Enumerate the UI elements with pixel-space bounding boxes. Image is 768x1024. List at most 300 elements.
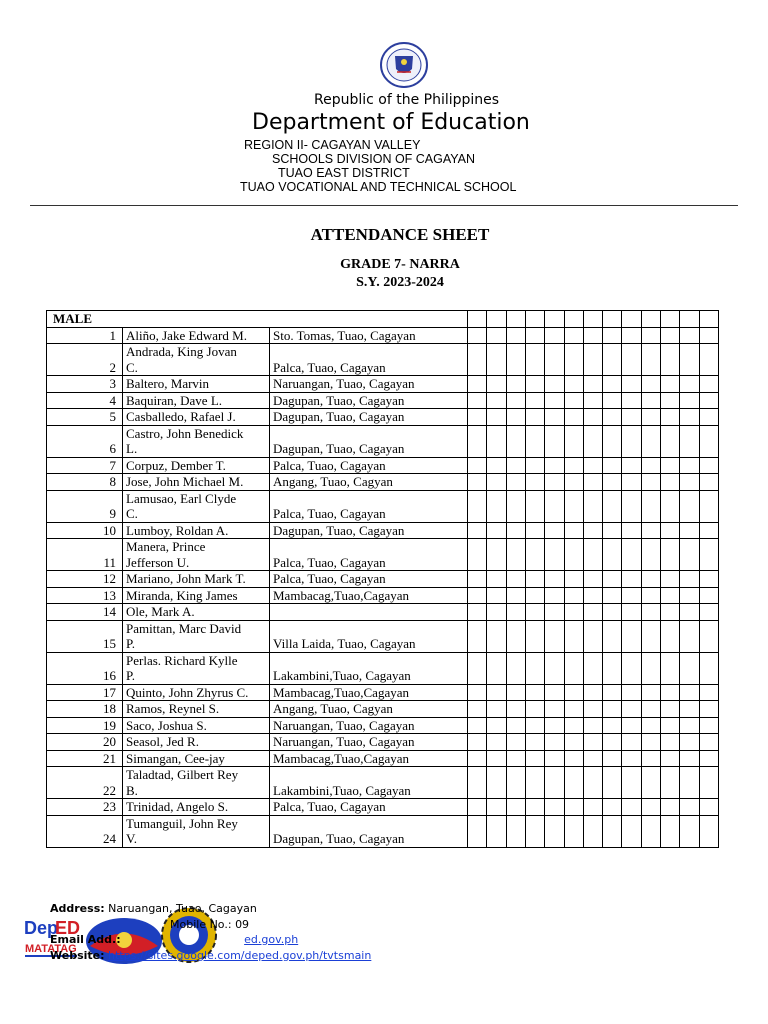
attendance-cell[interactable] (564, 490, 583, 522)
attendance-cell[interactable] (545, 392, 564, 409)
attendance-cell[interactable] (583, 799, 602, 816)
attendance-cell[interactable] (525, 734, 544, 751)
attendance-cell[interactable] (660, 767, 679, 799)
attendance-cell[interactable] (525, 344, 544, 376)
attendance-cell[interactable] (699, 539, 718, 571)
attendance-cell[interactable] (525, 587, 544, 604)
attendance-cell[interactable] (525, 327, 544, 344)
attendance-cell[interactable] (545, 409, 564, 426)
attendance-cell[interactable] (660, 474, 679, 491)
attendance-cell[interactable] (583, 522, 602, 539)
attendance-cell[interactable] (564, 717, 583, 734)
attendance-cell[interactable] (603, 522, 622, 539)
attendance-cell[interactable] (545, 701, 564, 718)
attendance-cell[interactable] (506, 311, 525, 328)
attendance-cell[interactable] (680, 620, 699, 652)
attendance-cell[interactable] (699, 717, 718, 734)
attendance-cell[interactable] (622, 767, 641, 799)
attendance-cell[interactable] (583, 327, 602, 344)
attendance-cell[interactable] (603, 571, 622, 588)
attendance-cell[interactable] (660, 490, 679, 522)
attendance-cell[interactable] (603, 539, 622, 571)
attendance-cell[interactable] (506, 799, 525, 816)
attendance-cell[interactable] (525, 522, 544, 539)
attendance-cell[interactable] (699, 767, 718, 799)
attendance-cell[interactable] (506, 344, 525, 376)
attendance-cell[interactable] (545, 652, 564, 684)
attendance-cell[interactable] (487, 539, 506, 571)
attendance-cell[interactable] (660, 344, 679, 376)
attendance-cell[interactable] (564, 799, 583, 816)
attendance-cell[interactable] (468, 684, 487, 701)
attendance-cell[interactable] (603, 604, 622, 621)
attendance-cell[interactable] (487, 734, 506, 751)
attendance-cell[interactable] (680, 539, 699, 571)
attendance-cell[interactable] (487, 571, 506, 588)
attendance-cell[interactable] (583, 539, 602, 571)
attendance-cell[interactable] (680, 522, 699, 539)
attendance-cell[interactable] (583, 604, 602, 621)
attendance-cell[interactable] (622, 684, 641, 701)
attendance-cell[interactable] (564, 767, 583, 799)
attendance-cell[interactable] (622, 701, 641, 718)
attendance-cell[interactable] (545, 767, 564, 799)
attendance-cell[interactable] (506, 815, 525, 847)
attendance-cell[interactable] (641, 767, 660, 799)
attendance-cell[interactable] (468, 376, 487, 393)
attendance-cell[interactable] (468, 571, 487, 588)
attendance-cell[interactable] (545, 457, 564, 474)
attendance-cell[interactable] (660, 327, 679, 344)
attendance-cell[interactable] (506, 734, 525, 751)
attendance-cell[interactable] (680, 815, 699, 847)
attendance-cell[interactable] (468, 327, 487, 344)
attendance-cell[interactable] (487, 474, 506, 491)
attendance-cell[interactable] (583, 344, 602, 376)
attendance-cell[interactable] (525, 376, 544, 393)
attendance-cell[interactable] (699, 620, 718, 652)
attendance-cell[interactable] (525, 311, 544, 328)
attendance-cell[interactable] (680, 734, 699, 751)
attendance-cell[interactable] (583, 376, 602, 393)
attendance-cell[interactable] (699, 311, 718, 328)
attendance-cell[interactable] (622, 409, 641, 426)
attendance-cell[interactable] (660, 587, 679, 604)
attendance-cell[interactable] (564, 750, 583, 767)
attendance-cell[interactable] (583, 815, 602, 847)
attendance-cell[interactable] (506, 490, 525, 522)
attendance-cell[interactable] (545, 717, 564, 734)
attendance-cell[interactable] (487, 457, 506, 474)
attendance-cell[interactable] (506, 457, 525, 474)
attendance-cell[interactable] (680, 750, 699, 767)
attendance-cell[interactable] (622, 799, 641, 816)
attendance-cell[interactable] (660, 425, 679, 457)
attendance-cell[interactable] (487, 587, 506, 604)
attendance-cell[interactable] (680, 717, 699, 734)
attendance-cell[interactable] (699, 474, 718, 491)
attendance-cell[interactable] (468, 474, 487, 491)
attendance-cell[interactable] (699, 604, 718, 621)
attendance-cell[interactable] (564, 409, 583, 426)
website-link[interactable]: https://sites.google.com/deped.gov.ph/tvtsmain (108, 948, 372, 962)
attendance-cell[interactable] (506, 620, 525, 652)
attendance-cell[interactable] (506, 604, 525, 621)
attendance-cell[interactable] (506, 539, 525, 571)
attendance-cell[interactable] (641, 571, 660, 588)
attendance-cell[interactable] (603, 734, 622, 751)
attendance-cell[interactable] (603, 815, 622, 847)
attendance-cell[interactable] (583, 490, 602, 522)
attendance-cell[interactable] (468, 539, 487, 571)
attendance-cell[interactable] (680, 571, 699, 588)
attendance-cell[interactable] (641, 620, 660, 652)
attendance-cell[interactable] (583, 409, 602, 426)
attendance-cell[interactable] (660, 604, 679, 621)
attendance-cell[interactable] (506, 684, 525, 701)
attendance-cell[interactable] (525, 539, 544, 571)
attendance-cell[interactable] (545, 311, 564, 328)
attendance-cell[interactable] (468, 652, 487, 684)
attendance-cell[interactable] (641, 717, 660, 734)
attendance-cell[interactable] (660, 522, 679, 539)
attendance-cell[interactable] (660, 734, 679, 751)
attendance-cell[interactable] (468, 717, 487, 734)
attendance-cell[interactable] (660, 815, 679, 847)
attendance-cell[interactable] (468, 587, 487, 604)
attendance-cell[interactable] (564, 522, 583, 539)
attendance-cell[interactable] (525, 604, 544, 621)
attendance-cell[interactable] (680, 327, 699, 344)
attendance-cell[interactable] (487, 604, 506, 621)
attendance-cell[interactable] (545, 571, 564, 588)
attendance-cell[interactable] (583, 701, 602, 718)
attendance-cell[interactable] (506, 571, 525, 588)
attendance-cell[interactable] (641, 684, 660, 701)
attendance-cell[interactable] (699, 799, 718, 816)
attendance-cell[interactable] (699, 684, 718, 701)
attendance-cell[interactable] (564, 392, 583, 409)
attendance-cell[interactable] (680, 425, 699, 457)
attendance-cell[interactable] (564, 620, 583, 652)
attendance-cell[interactable] (622, 587, 641, 604)
attendance-cell[interactable] (622, 539, 641, 571)
attendance-cell[interactable] (699, 701, 718, 718)
attendance-cell[interactable] (545, 734, 564, 751)
attendance-cell[interactable] (506, 376, 525, 393)
attendance-cell[interactable] (583, 474, 602, 491)
attendance-cell[interactable] (487, 311, 506, 328)
attendance-cell[interactable] (564, 344, 583, 376)
attendance-cell[interactable] (603, 799, 622, 816)
attendance-cell[interactable] (583, 750, 602, 767)
attendance-cell[interactable] (622, 815, 641, 847)
attendance-cell[interactable] (564, 684, 583, 701)
attendance-cell[interactable] (699, 652, 718, 684)
attendance-cell[interactable] (487, 522, 506, 539)
attendance-cell[interactable] (603, 652, 622, 684)
attendance-cell[interactable] (468, 522, 487, 539)
attendance-cell[interactable] (622, 604, 641, 621)
attendance-cell[interactable] (680, 344, 699, 376)
attendance-cell[interactable] (468, 799, 487, 816)
attendance-cell[interactable] (564, 425, 583, 457)
attendance-cell[interactable] (487, 767, 506, 799)
attendance-cell[interactable] (545, 815, 564, 847)
attendance-cell[interactable] (622, 717, 641, 734)
attendance-cell[interactable] (622, 327, 641, 344)
attendance-cell[interactable] (564, 587, 583, 604)
attendance-cell[interactable] (622, 490, 641, 522)
attendance-cell[interactable] (699, 344, 718, 376)
attendance-cell[interactable] (487, 815, 506, 847)
attendance-cell[interactable] (680, 457, 699, 474)
attendance-cell[interactable] (545, 604, 564, 621)
attendance-cell[interactable] (660, 701, 679, 718)
attendance-cell[interactable] (564, 376, 583, 393)
attendance-cell[interactable] (583, 457, 602, 474)
attendance-cell[interactable] (641, 425, 660, 457)
attendance-cell[interactable] (564, 652, 583, 684)
attendance-cell[interactable] (603, 425, 622, 457)
attendance-cell[interactable] (660, 799, 679, 816)
attendance-cell[interactable] (699, 522, 718, 539)
attendance-cell[interactable] (699, 571, 718, 588)
attendance-cell[interactable] (468, 767, 487, 799)
attendance-cell[interactable] (545, 327, 564, 344)
attendance-cell[interactable] (487, 392, 506, 409)
attendance-cell[interactable] (468, 604, 487, 621)
attendance-cell[interactable] (506, 392, 525, 409)
attendance-cell[interactable] (487, 620, 506, 652)
attendance-cell[interactable] (680, 392, 699, 409)
attendance-cell[interactable] (641, 457, 660, 474)
attendance-cell[interactable] (468, 750, 487, 767)
attendance-cell[interactable] (564, 815, 583, 847)
attendance-cell[interactable] (699, 409, 718, 426)
attendance-cell[interactable] (564, 457, 583, 474)
attendance-cell[interactable] (660, 376, 679, 393)
attendance-cell[interactable] (641, 750, 660, 767)
attendance-cell[interactable] (583, 684, 602, 701)
attendance-cell[interactable] (487, 425, 506, 457)
attendance-cell[interactable] (583, 587, 602, 604)
attendance-cell[interactable] (660, 684, 679, 701)
attendance-cell[interactable] (583, 311, 602, 328)
attendance-cell[interactable] (468, 311, 487, 328)
attendance-cell[interactable] (506, 750, 525, 767)
attendance-cell[interactable] (699, 457, 718, 474)
attendance-cell[interactable] (525, 799, 544, 816)
attendance-cell[interactable] (641, 539, 660, 571)
attendance-cell[interactable] (583, 717, 602, 734)
attendance-cell[interactable] (603, 701, 622, 718)
attendance-cell[interactable] (603, 457, 622, 474)
attendance-cell[interactable] (622, 734, 641, 751)
attendance-cell[interactable] (487, 490, 506, 522)
attendance-cell[interactable] (583, 392, 602, 409)
attendance-cell[interactable] (641, 376, 660, 393)
attendance-cell[interactable] (680, 799, 699, 816)
attendance-cell[interactable] (468, 490, 487, 522)
attendance-cell[interactable] (622, 311, 641, 328)
attendance-cell[interactable] (641, 327, 660, 344)
attendance-cell[interactable] (564, 604, 583, 621)
attendance-cell[interactable] (545, 799, 564, 816)
attendance-cell[interactable] (699, 734, 718, 751)
attendance-cell[interactable] (468, 815, 487, 847)
attendance-cell[interactable] (680, 376, 699, 393)
attendance-cell[interactable] (545, 750, 564, 767)
attendance-cell[interactable] (525, 490, 544, 522)
attendance-cell[interactable] (487, 344, 506, 376)
attendance-cell[interactable] (680, 474, 699, 491)
attendance-cell[interactable] (699, 425, 718, 457)
attendance-cell[interactable] (641, 604, 660, 621)
attendance-cell[interactable] (699, 376, 718, 393)
attendance-cell[interactable] (545, 376, 564, 393)
attendance-cell[interactable] (468, 620, 487, 652)
attendance-cell[interactable] (487, 652, 506, 684)
attendance-cell[interactable] (545, 620, 564, 652)
attendance-cell[interactable] (660, 620, 679, 652)
attendance-cell[interactable] (680, 604, 699, 621)
attendance-cell[interactable] (660, 652, 679, 684)
attendance-cell[interactable] (641, 799, 660, 816)
attendance-cell[interactable] (699, 587, 718, 604)
attendance-cell[interactable] (680, 701, 699, 718)
attendance-cell[interactable] (622, 750, 641, 767)
attendance-cell[interactable] (487, 684, 506, 701)
attendance-cell[interactable] (525, 684, 544, 701)
attendance-cell[interactable] (603, 474, 622, 491)
attendance-cell[interactable] (622, 425, 641, 457)
attendance-cell[interactable] (487, 327, 506, 344)
attendance-cell[interactable] (641, 311, 660, 328)
attendance-cell[interactable] (487, 409, 506, 426)
attendance-cell[interactable] (545, 490, 564, 522)
attendance-cell[interactable] (525, 701, 544, 718)
attendance-cell[interactable] (506, 717, 525, 734)
attendance-cell[interactable] (680, 767, 699, 799)
attendance-cell[interactable] (545, 522, 564, 539)
attendance-cell[interactable] (487, 717, 506, 734)
attendance-cell[interactable] (468, 409, 487, 426)
attendance-cell[interactable] (506, 767, 525, 799)
email-link[interactable]: ed.gov.ph (244, 933, 299, 946)
attendance-cell[interactable] (603, 409, 622, 426)
attendance-cell[interactable] (622, 344, 641, 376)
attendance-cell[interactable] (525, 425, 544, 457)
attendance-cell[interactable] (603, 717, 622, 734)
attendance-cell[interactable] (660, 717, 679, 734)
attendance-cell[interactable] (525, 717, 544, 734)
attendance-cell[interactable] (564, 539, 583, 571)
attendance-cell[interactable] (583, 425, 602, 457)
attendance-cell[interactable] (641, 490, 660, 522)
attendance-cell[interactable] (603, 327, 622, 344)
attendance-cell[interactable] (622, 620, 641, 652)
attendance-cell[interactable] (525, 620, 544, 652)
attendance-cell[interactable] (525, 652, 544, 684)
attendance-cell[interactable] (603, 684, 622, 701)
attendance-cell[interactable] (583, 620, 602, 652)
attendance-cell[interactable] (506, 522, 525, 539)
attendance-cell[interactable] (641, 701, 660, 718)
attendance-cell[interactable] (699, 392, 718, 409)
attendance-cell[interactable] (564, 734, 583, 751)
attendance-cell[interactable] (506, 327, 525, 344)
attendance-cell[interactable] (468, 392, 487, 409)
attendance-cell[interactable] (506, 425, 525, 457)
attendance-cell[interactable] (641, 587, 660, 604)
attendance-cell[interactable] (603, 311, 622, 328)
attendance-cell[interactable] (660, 571, 679, 588)
attendance-cell[interactable] (680, 311, 699, 328)
attendance-cell[interactable] (564, 327, 583, 344)
attendance-cell[interactable] (660, 311, 679, 328)
attendance-cell[interactable] (603, 587, 622, 604)
attendance-cell[interactable] (583, 571, 602, 588)
attendance-cell[interactable] (622, 392, 641, 409)
attendance-cell[interactable] (468, 734, 487, 751)
attendance-cell[interactable] (487, 750, 506, 767)
attendance-cell[interactable] (506, 652, 525, 684)
attendance-cell[interactable] (680, 409, 699, 426)
attendance-cell[interactable] (545, 539, 564, 571)
attendance-cell[interactable] (660, 409, 679, 426)
attendance-cell[interactable] (506, 409, 525, 426)
attendance-cell[interactable] (622, 457, 641, 474)
attendance-cell[interactable] (680, 684, 699, 701)
attendance-cell[interactable] (506, 474, 525, 491)
attendance-cell[interactable] (622, 652, 641, 684)
attendance-cell[interactable] (641, 522, 660, 539)
attendance-cell[interactable] (641, 344, 660, 376)
attendance-cell[interactable] (487, 799, 506, 816)
attendance-cell[interactable] (583, 734, 602, 751)
attendance-cell[interactable] (603, 620, 622, 652)
attendance-cell[interactable] (468, 701, 487, 718)
attendance-cell[interactable] (468, 425, 487, 457)
attendance-cell[interactable] (622, 474, 641, 491)
attendance-cell[interactable] (506, 587, 525, 604)
attendance-cell[interactable] (660, 392, 679, 409)
attendance-cell[interactable] (641, 409, 660, 426)
attendance-cell[interactable] (545, 344, 564, 376)
attendance-cell[interactable] (564, 701, 583, 718)
attendance-cell[interactable] (680, 490, 699, 522)
attendance-cell[interactable] (660, 457, 679, 474)
attendance-cell[interactable] (564, 571, 583, 588)
attendance-cell[interactable] (487, 701, 506, 718)
attendance-cell[interactable] (525, 571, 544, 588)
attendance-cell[interactable] (564, 311, 583, 328)
attendance-cell[interactable] (641, 652, 660, 684)
attendance-cell[interactable] (622, 571, 641, 588)
attendance-cell[interactable] (545, 425, 564, 457)
attendance-cell[interactable] (641, 392, 660, 409)
attendance-cell[interactable] (487, 376, 506, 393)
attendance-cell[interactable] (603, 392, 622, 409)
attendance-cell[interactable] (525, 392, 544, 409)
attendance-cell[interactable] (525, 409, 544, 426)
attendance-cell[interactable] (603, 767, 622, 799)
attendance-cell[interactable] (525, 767, 544, 799)
attendance-cell[interactable] (545, 587, 564, 604)
attendance-cell[interactable] (545, 684, 564, 701)
attendance-cell[interactable] (603, 344, 622, 376)
